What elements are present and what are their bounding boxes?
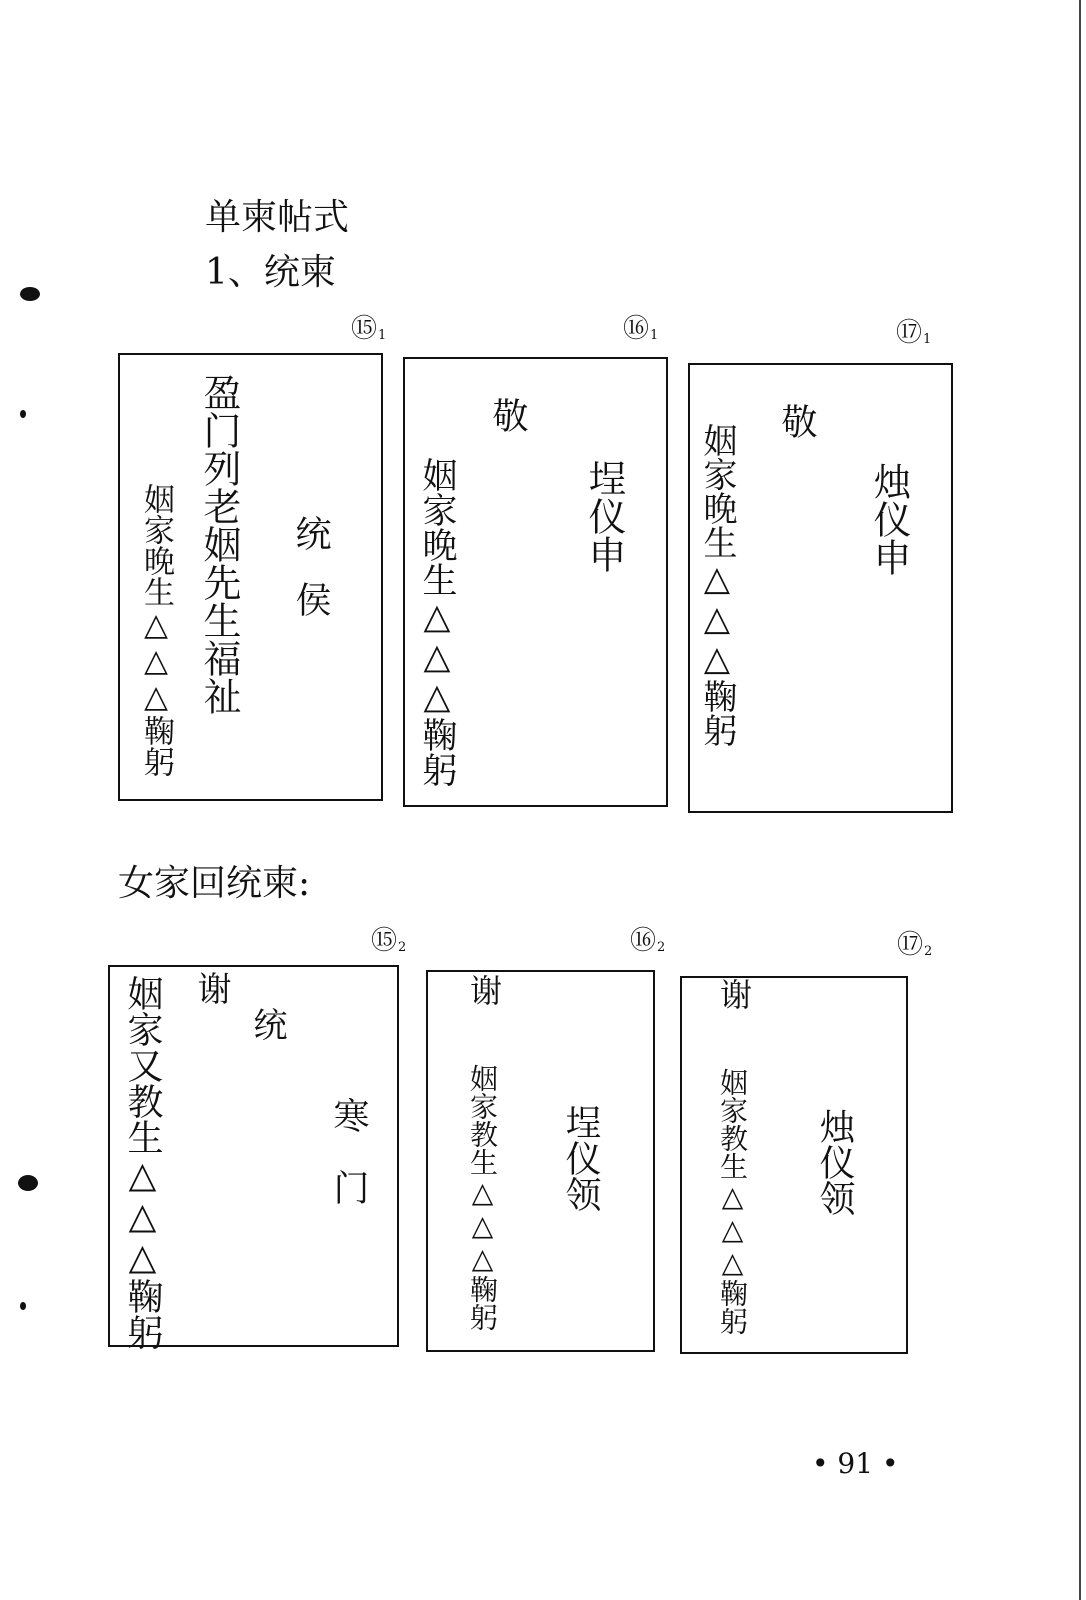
invitation-card <box>688 363 953 813</box>
page-title: 单柬帖式 <box>205 197 350 238</box>
card-left-column: 姻家教生△△△鞠躬 <box>466 1064 499 1331</box>
card-top-column: 谢 <box>191 971 231 1005</box>
card-subscript: 1 <box>923 332 932 347</box>
scan-mark <box>18 1175 38 1191</box>
card-main-column: 盈门列老姻先生福祉 <box>197 373 241 715</box>
card-left-column: 姻家晚生△△△鞠躬 <box>697 423 737 747</box>
scan-mark <box>20 1302 26 1310</box>
scan-mark <box>20 410 26 418</box>
invitation-card <box>426 970 655 1352</box>
card-label <box>371 928 406 954</box>
page-number: • 91 • <box>812 1447 899 1480</box>
section-heading: 女家回统柬: <box>118 863 311 904</box>
card-subscript: 2 <box>398 940 407 955</box>
card-top-column: 敬 <box>487 397 528 433</box>
card-label <box>896 320 931 346</box>
card-right-column: 统侯 <box>290 515 331 647</box>
card-right-column: 埕仪申 <box>582 459 626 573</box>
card-top-column: 谢 <box>465 974 503 1006</box>
card-top-column: 谢 <box>715 978 753 1010</box>
card-right-column: 烛仪领 <box>814 1108 855 1216</box>
card-label <box>897 932 932 958</box>
invitation-card <box>403 357 668 807</box>
card-right-column: 寒门 <box>328 1097 369 1241</box>
section-heading: 1、统柬 <box>205 252 336 293</box>
card-subscript: 2 <box>657 940 666 955</box>
card-subscript: 2 <box>924 944 933 959</box>
card-label <box>630 928 665 954</box>
card-number: ⑰ <box>897 930 924 960</box>
card-right-column: 烛仪申 <box>867 462 911 576</box>
card-subscript: 1 <box>650 328 659 343</box>
scan-edge <box>1079 0 1081 1600</box>
card-mid-column: 统 <box>247 1007 287 1041</box>
card-left-column: 姻家晚生△△△鞠躬 <box>138 483 174 777</box>
card-number: ⑯ <box>623 314 650 344</box>
invitation-card <box>118 353 383 801</box>
invitation-card <box>108 965 399 1350</box>
card-subscript: 1 <box>378 328 387 343</box>
card-number: ⑯ <box>630 926 657 956</box>
card-label <box>351 316 386 342</box>
card-top-column: 敬 <box>776 403 817 439</box>
invitation-card <box>680 976 908 1354</box>
card-number: ⑮ <box>371 926 398 956</box>
card-left-column: 姻家教生△△△鞠躬 <box>716 1068 749 1335</box>
scan-mark <box>20 287 40 301</box>
card-left-column: 姻家又教生△△△鞠躬 <box>122 975 163 1350</box>
card-number: ⑮ <box>351 314 378 344</box>
card-number: ⑰ <box>896 318 923 348</box>
card-left-column: 姻家晚生△△△鞠躬 <box>417 457 457 787</box>
card-right-column: 埕仪领 <box>560 1104 601 1212</box>
card-label <box>623 316 658 342</box>
